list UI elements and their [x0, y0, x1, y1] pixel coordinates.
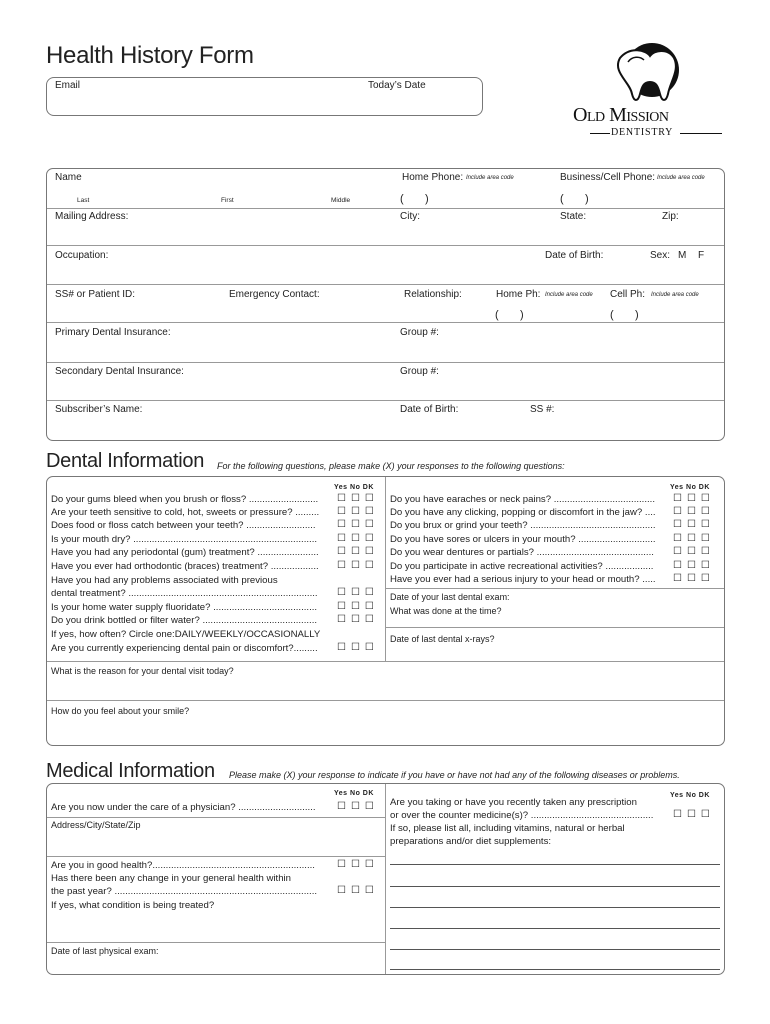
dental-q-dentures-checkboxes[interactable]: ☐☐☐ — [673, 546, 715, 557]
medical-instruction: Please make (X) your response to indicate if you have or have not had any of the following diseases or problems. — [229, 770, 680, 780]
medical-q-prescription-cont: or over the counter medicine(s)? .............................................. — [390, 810, 654, 821]
dental-q-sores-checkboxes[interactable]: ☐☐☐ — [673, 533, 715, 544]
home-ph-paren: ( ) — [495, 309, 524, 321]
home-phone-label: Home Phone: — [402, 172, 464, 183]
medication-line-3[interactable] — [390, 907, 720, 908]
dental-q-sensitive: Are your teeth sensitive to cold, hot, sweets or pressure? ......... — [51, 507, 320, 518]
dental-left-ynd-header: Yes No DK — [334, 484, 374, 491]
business-phone-label: Business/Cell Phone: — [560, 172, 656, 183]
medical-right-ynd-header: Yes No DK — [670, 792, 710, 799]
email-label: Email — [55, 80, 81, 91]
dental-q-recreational: Do you participate in active recreational activities? .................. — [390, 561, 654, 572]
dental-q-injury: Have you ever had a serious injury to your head or mouth? ..... — [390, 574, 656, 585]
medical-q-prescription-checkboxes[interactable]: ☐☐☐ — [673, 809, 715, 820]
what-done-label: What was done at the time? — [390, 606, 502, 616]
medication-list-label-cont: preparations and/or diet supplements: — [390, 836, 552, 847]
name-label: Name — [55, 172, 82, 183]
medical-q-health-change: Has there been any change in your general health within — [51, 873, 292, 884]
cell-ph-label: Cell Ph: — [610, 289, 646, 300]
subscriber-ss-label: SS #: — [530, 404, 555, 415]
dental-q-previous-problems-checkboxes[interactable]: ☐☐☐ — [337, 587, 379, 598]
page-title: Health History Form — [46, 42, 254, 69]
medication-list-label: If so, please list all, including vitamins, natural or herbal — [390, 823, 625, 834]
medical-q-prescription: Are you taking or have you recently taken any prescription — [390, 797, 637, 808]
medical-q-physician: Are you now under the care of a physician? ............................. — [51, 802, 316, 813]
dental-q-injury-checkboxes[interactable]: ☐☐☐ — [673, 573, 715, 584]
dental-q-pain: Are you currently experiencing dental pain or discomfort?......... — [51, 643, 318, 654]
medical-q-physician-checkboxes[interactable]: ☐☐☐ — [337, 801, 379, 812]
dental-q-periodontal-checkboxes[interactable]: ☐☐☐ — [337, 546, 379, 557]
dental-q-brux-checkboxes[interactable]: ☐☐☐ — [673, 519, 715, 530]
dob-label: Date of Birth: — [545, 250, 604, 261]
ssn-label: SS# or Patient ID: — [55, 289, 136, 300]
primary-group-label: Group #: — [400, 327, 439, 338]
dental-section-title: Dental Information — [46, 450, 205, 472]
dental-q-bottled-water-checkboxes[interactable]: ☐☐☐ — [337, 614, 379, 625]
relationship-label: Relationship: — [404, 289, 462, 300]
primary-insurance-label: Primary Dental Insurance: — [55, 327, 171, 338]
dental-q-bottled-water: Do you drink bottled or filter water? ........................................... — [51, 615, 318, 626]
medication-line-6[interactable] — [390, 969, 720, 970]
last-label: Last — [77, 197, 90, 204]
medical-section-title: Medical Information — [46, 760, 215, 782]
home-ph-label: Home Ph: — [496, 289, 541, 300]
dental-q-orthodontic: Have you ever had orthodontic (braces) treatment? .................. — [51, 561, 319, 572]
subscriber-name-label: Subscriber’s Name: — [55, 404, 143, 415]
medical-q-health-change-checkboxes[interactable]: ☐☐☐ — [337, 885, 379, 896]
dental-q-periodontal: Have you had any periodontal (gum) treatment? ....................... — [51, 547, 319, 558]
cell-ph-paren: ( ) — [610, 309, 639, 321]
dental-q-mouth-dry: Is your mouth dry? ..................................................................... — [51, 534, 318, 545]
visit-reason-label: What is the reason for your dental visit today? — [51, 666, 234, 676]
zip-label: Zip: — [662, 211, 679, 222]
home-ph-hint: Include area code — [545, 292, 593, 298]
dental-q-sensitive-checkboxes[interactable]: ☐☐☐ — [337, 506, 379, 517]
dental-q-dentures: Do you wear dentures or partials? ............................................ — [390, 547, 654, 558]
cell-ph-hint: Include area code — [651, 292, 699, 298]
first-label: First — [221, 197, 234, 204]
medication-line-4[interactable] — [390, 928, 720, 929]
dental-q-earaches: Do you have earaches or neck pains? ...................................... — [390, 494, 656, 505]
state-label: State: — [560, 211, 587, 222]
dental-q-orthodontic-checkboxes[interactable]: ☐☐☐ — [337, 560, 379, 571]
dental-q-food-catch: Does food or floss catch between your teeth? .......................... — [51, 520, 316, 531]
dental-q-how-often: If yes, how often? Circle one:DAILY/WEEKLY/OCCASIONALLY — [51, 629, 321, 640]
business-phone-hint: Include area code — [657, 175, 705, 181]
last-dental-exam-label: Date of your last dental exam: — [390, 592, 510, 602]
sex-m-option: M — [678, 250, 687, 261]
dental-right-ynd-header: Yes No DK — [670, 484, 710, 491]
last-xrays-label: Date of last dental x-rays? — [390, 634, 495, 644]
business-phone-paren: ( ) — [560, 193, 589, 205]
dental-q-sores: Do you have sores or ulcers in your mouth? ............................. — [390, 534, 656, 545]
dental-q-brux: Do you brux or grind your teeth? ............................................... — [390, 520, 656, 531]
dental-q-recreational-checkboxes[interactable]: ☐☐☐ — [673, 560, 715, 571]
medication-line-5[interactable] — [390, 949, 720, 950]
subscriber-dob-label: Date of Birth: — [400, 404, 459, 415]
dental-instruction: For the following questions, please make (X) your responses to the following questions: — [217, 461, 565, 471]
medical-q-good-health-checkboxes[interactable]: ☐☐☐ — [337, 859, 379, 870]
medication-line-1[interactable] — [390, 864, 720, 865]
occupation-label: Occupation: — [55, 250, 109, 261]
medical-q-good-health: Are you in good health?............................................................. — [51, 860, 315, 871]
smile-feeling-label: How do you feel about your smile? — [51, 706, 190, 716]
city-label: City: — [400, 211, 420, 222]
dental-q-gums-bleed-checkboxes[interactable]: ☐☐☐ — [337, 493, 379, 504]
dental-q-gums-bleed: Do your gums bleed when you brush or floss? .......................... — [51, 494, 319, 505]
physician-address-label: Address/City/State/Zip — [51, 820, 141, 830]
dental-q-mouth-dry-checkboxes[interactable]: ☐☐☐ — [337, 533, 379, 544]
dental-q-fluoridate-checkboxes[interactable]: ☐☐☐ — [337, 601, 379, 612]
mailing-address-label: Mailing Address: — [55, 211, 129, 222]
sex-f-option: F — [698, 250, 705, 261]
sex-label: Sex: — [650, 250, 671, 261]
dental-q-previous-problems: Have you had any problems associated with previous — [51, 575, 278, 586]
dental-q-jaw: Do you have any clicking, popping or discomfort in the jaw? .... — [390, 507, 656, 518]
clinic-logo — [570, 40, 726, 140]
medical-q-health-change-cont: the past year? ............................................................................ — [51, 886, 318, 897]
dental-q-food-catch-checkboxes[interactable]: ☐☐☐ — [337, 519, 379, 530]
logo-line2: DENTISTRY — [611, 127, 674, 138]
dental-q-fluoridate: Is your home water supply fluoridate? ....................................... — [51, 602, 318, 613]
home-phone-paren: ( ) — [400, 193, 429, 205]
emergency-contact-label: Emergency Contact: — [229, 289, 320, 300]
secondary-group-label: Group #: — [400, 366, 439, 377]
medical-left-ynd-header: Yes No DK — [334, 790, 374, 797]
condition-treated-label: If yes, what condition is being treated? — [51, 900, 215, 911]
logo-line1: Old Mission — [573, 104, 669, 126]
last-physical-label: Date of last physical exam: — [51, 946, 159, 956]
dental-q-previous-problems-cont: dental treatment? ....................................................................... — [51, 588, 318, 599]
home-phone-hint: Include area code — [466, 175, 514, 181]
dental-q-pain-checkboxes[interactable]: ☐☐☐ — [337, 642, 379, 653]
dental-q-earaches-checkboxes[interactable]: ☐☐☐ — [673, 493, 715, 504]
dental-q-jaw-checkboxes[interactable]: ☐☐☐ — [673, 506, 715, 517]
secondary-insurance-label: Secondary Dental Insurance: — [55, 366, 184, 377]
today-date-label: Today’s Date — [368, 80, 426, 91]
middle-label: Middle — [331, 197, 351, 204]
medication-line-2[interactable] — [390, 886, 720, 887]
